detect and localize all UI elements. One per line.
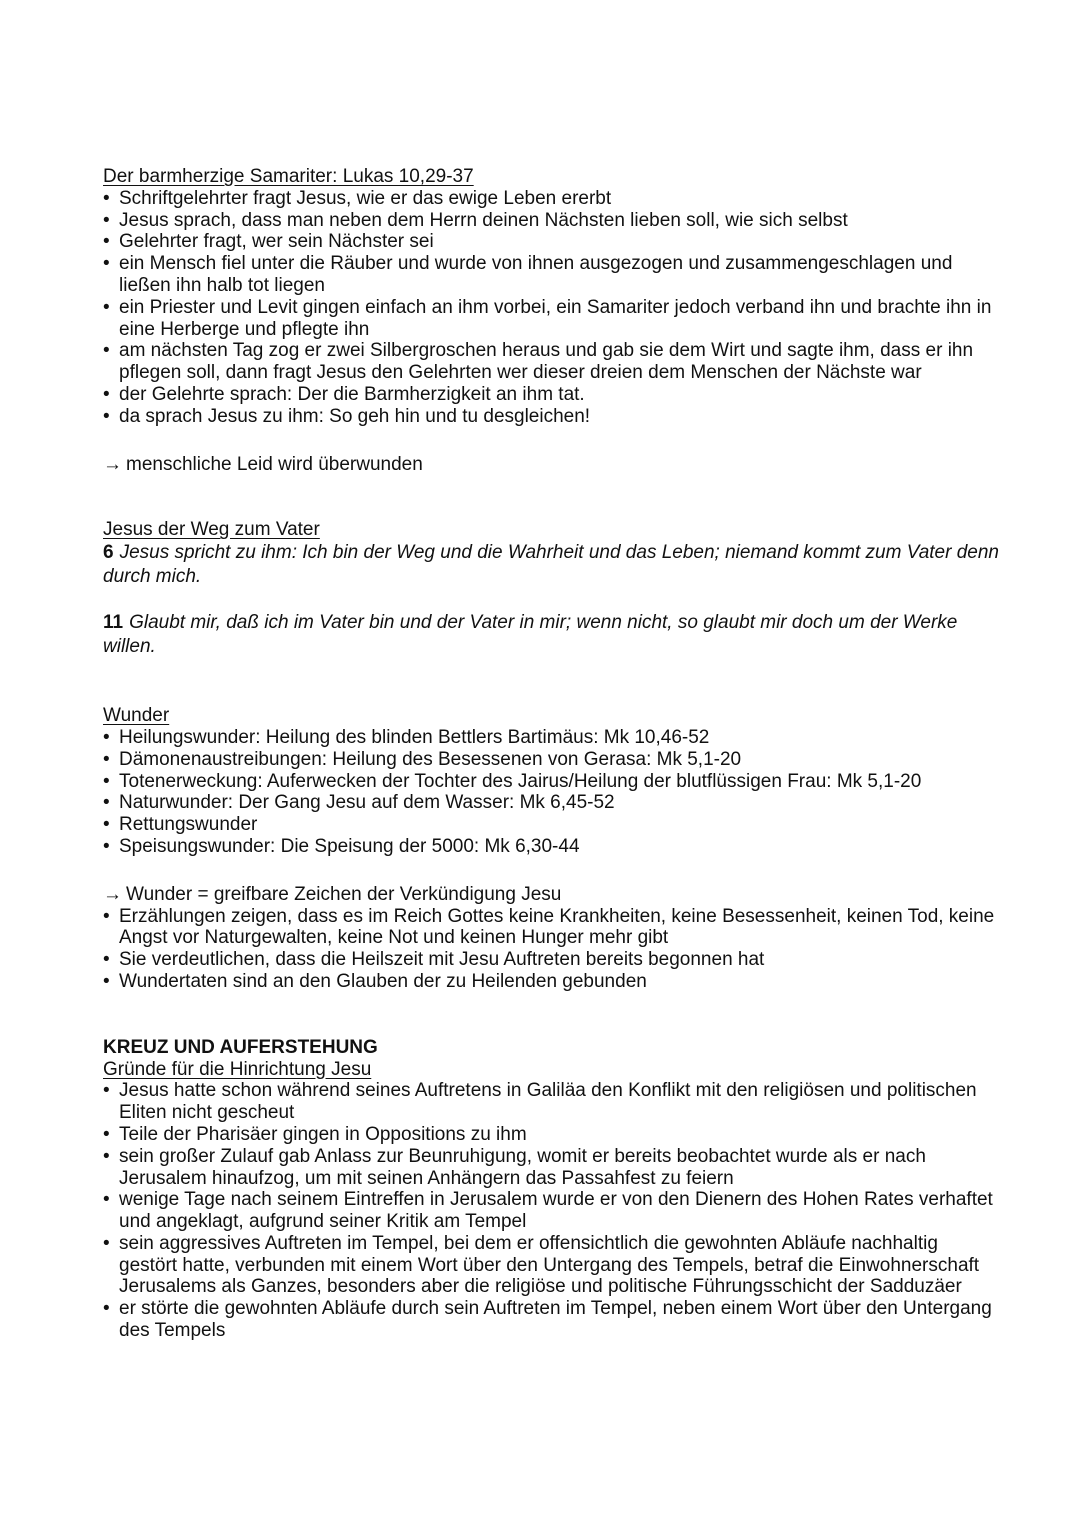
wunder-conclusion [103,884,1000,906]
wunder-conclusion-list [103,906,1000,993]
list-item: • ein Priester und Levit gingen einfach an ihm vorbei, ein Samariter jedoch verband ihn und brachte ihn in eine Herberge und pflegte ihn [103,297,1000,341]
samariter-heading: Der barmherzige Samariter: Lukas 10,29-37 [103,166,474,187]
list-item: • Gelehrter fragt, wer sein Nächster sei [103,231,1000,253]
verse-number: 11 [103,612,124,634]
list-item: • sein großer Zulauf gab Anlass zur Beunruhigung, womit er bereits beobachtet wurde als er nach Jerusalem hinaufzog, um mit seinen Anhängern das Passahfest zu feiern [103,1146,1000,1190]
list-item: • wenige Tage nach seinem Eintreffen in Jerusalem wurde er von den Dienern des Hohen Rates verhaftet und angeklagt, aufgrund seiner Kritik am Tempel [103,1189,1000,1233]
list-item: • Teile der Pharisäer gingen in Oppositions zu ihm [103,1124,1000,1146]
list-item: • er störte die gewohnten Abläufe durch sein Auftreten im Tempel, neben einem Wort über den Untergang des Tempels [103,1298,1000,1342]
list-item: • Schriftgelehrter fragt Jesus, wie er das ewige Leben ererbt [103,188,1000,210]
list-item: • Rettungswunder [103,814,1000,836]
wunder-conclusion-text: Wunder = greifbare Zeichen der Verkündigung Jesu [126,883,562,905]
samariter-conclusion-text: menschliche Leid wird überwunden [126,453,423,475]
section-wunder [103,705,1000,993]
arrow-right-icon: → [103,883,122,905]
kreuz-heading: Gründe für die Hinrichtung Jesu [103,1058,372,1080]
wunder-heading: Wunder [103,705,170,727]
wunder-list [103,727,1000,858]
list-item: • Dämonenaustreibungen: Heilung des Besessenen von Gerasa: Mk 5,1-20 [103,749,1000,771]
list-item: • Sie verdeutlichen, dass die Heilszeit mit Jesu Auftreten bereits begonnen hat [103,949,1000,971]
kreuz-title: KREUZ UND AUFERSTEHUNG [103,1036,378,1058]
list-item: • Jesus sprach, dass man neben dem Herrn deinen Nächsten lieben soll, wie sich selbst [103,210,1000,232]
verse-text: Glaubt mir, daß ich im Vater bin und der Vater in mir; wenn nicht, so glaubt mir doch um der Werke willen. [103,612,958,658]
kreuz-list [103,1080,1000,1342]
verse-number: 6 [103,542,114,564]
list-item: • Naturwunder: Der Gang Jesu auf dem Wasser: Mk 6,45-52 [103,792,1000,814]
list-item: • am nächsten Tag zog er zwei Silbergroschen heraus und gab sie dem Wirt und sagte ihm, dass er ihn pflegen soll, dann fragt Jesus den Gelehrten wer dieser dreien dem Menschen der Nächste war [103,340,1000,384]
weg-heading: Jesus der Weg zum Vater [103,519,320,541]
section-kreuz [103,1037,1000,1342]
list-item: • Erzählungen zeigen, dass es im Reich Gottes keine Krankheiten, keine Besessenheit, keinen Tod, keine Angst vor Naturgewalten, keine Not und keinen Hunger mehr gibt [103,906,1000,950]
verse-11 [103,611,1000,659]
section-samariter [103,166,1000,475]
samariter-list [103,188,1000,428]
list-item: • der Gelehrte sprach: Der die Barmherzigkeit an ihm tat. [103,384,1000,406]
list-item: • ein Mensch fiel unter die Räuber und wurde von ihnen ausgezogen und zusammengeschlagen und ließen ihn halb tot liegen [103,253,1000,297]
list-item: • Speisungswunder: Die Speisung der 5000: Mk 6,30-44 [103,836,1000,858]
section-weg [103,519,1000,659]
samariter-conclusion [103,454,1000,476]
list-item: • Wundertaten sind an den Glauben der zu Heilenden gebunden [103,971,1000,993]
verse-6 [103,541,1000,589]
arrow-right-icon: → [103,453,122,475]
list-item: • Heilungswunder: Heilung des blinden Bettlers Bartimäus: Mk 10,46-52 [103,727,1000,749]
list-item: • da sprach Jesus zu ihm: So geh hin und tu desgleichen! [103,406,1000,428]
list-item: • sein aggressives Auftreten im Tempel, bei dem er offensichtlich die gewohnten Abläufe nachhaltig gestört hatte, verbunden mit einem Wort über den Untergang des Tempels, betraf die Einwohnerschaft Jerusalems als Ganzes, besonders aber die religiöse und politische Führungsschicht der Sadduzäer [103,1233,1000,1298]
verse-text: Jesus spricht zu ihm: Ich bin der Weg und die Wahrheit und das Leben; niemand kommt zum Vater denn durch mich. [103,542,999,588]
list-item: • Totenerweckung: Auferwecken der Tochter des Jairus/Heilung der blutflüssigen Frau: Mk 5,1-20 [103,771,1000,793]
list-item: • Jesus hatte schon während seines Auftretens in Galiläa den Konflikt mit den religiösen und politischen Eliten nicht gescheut [103,1080,1000,1124]
